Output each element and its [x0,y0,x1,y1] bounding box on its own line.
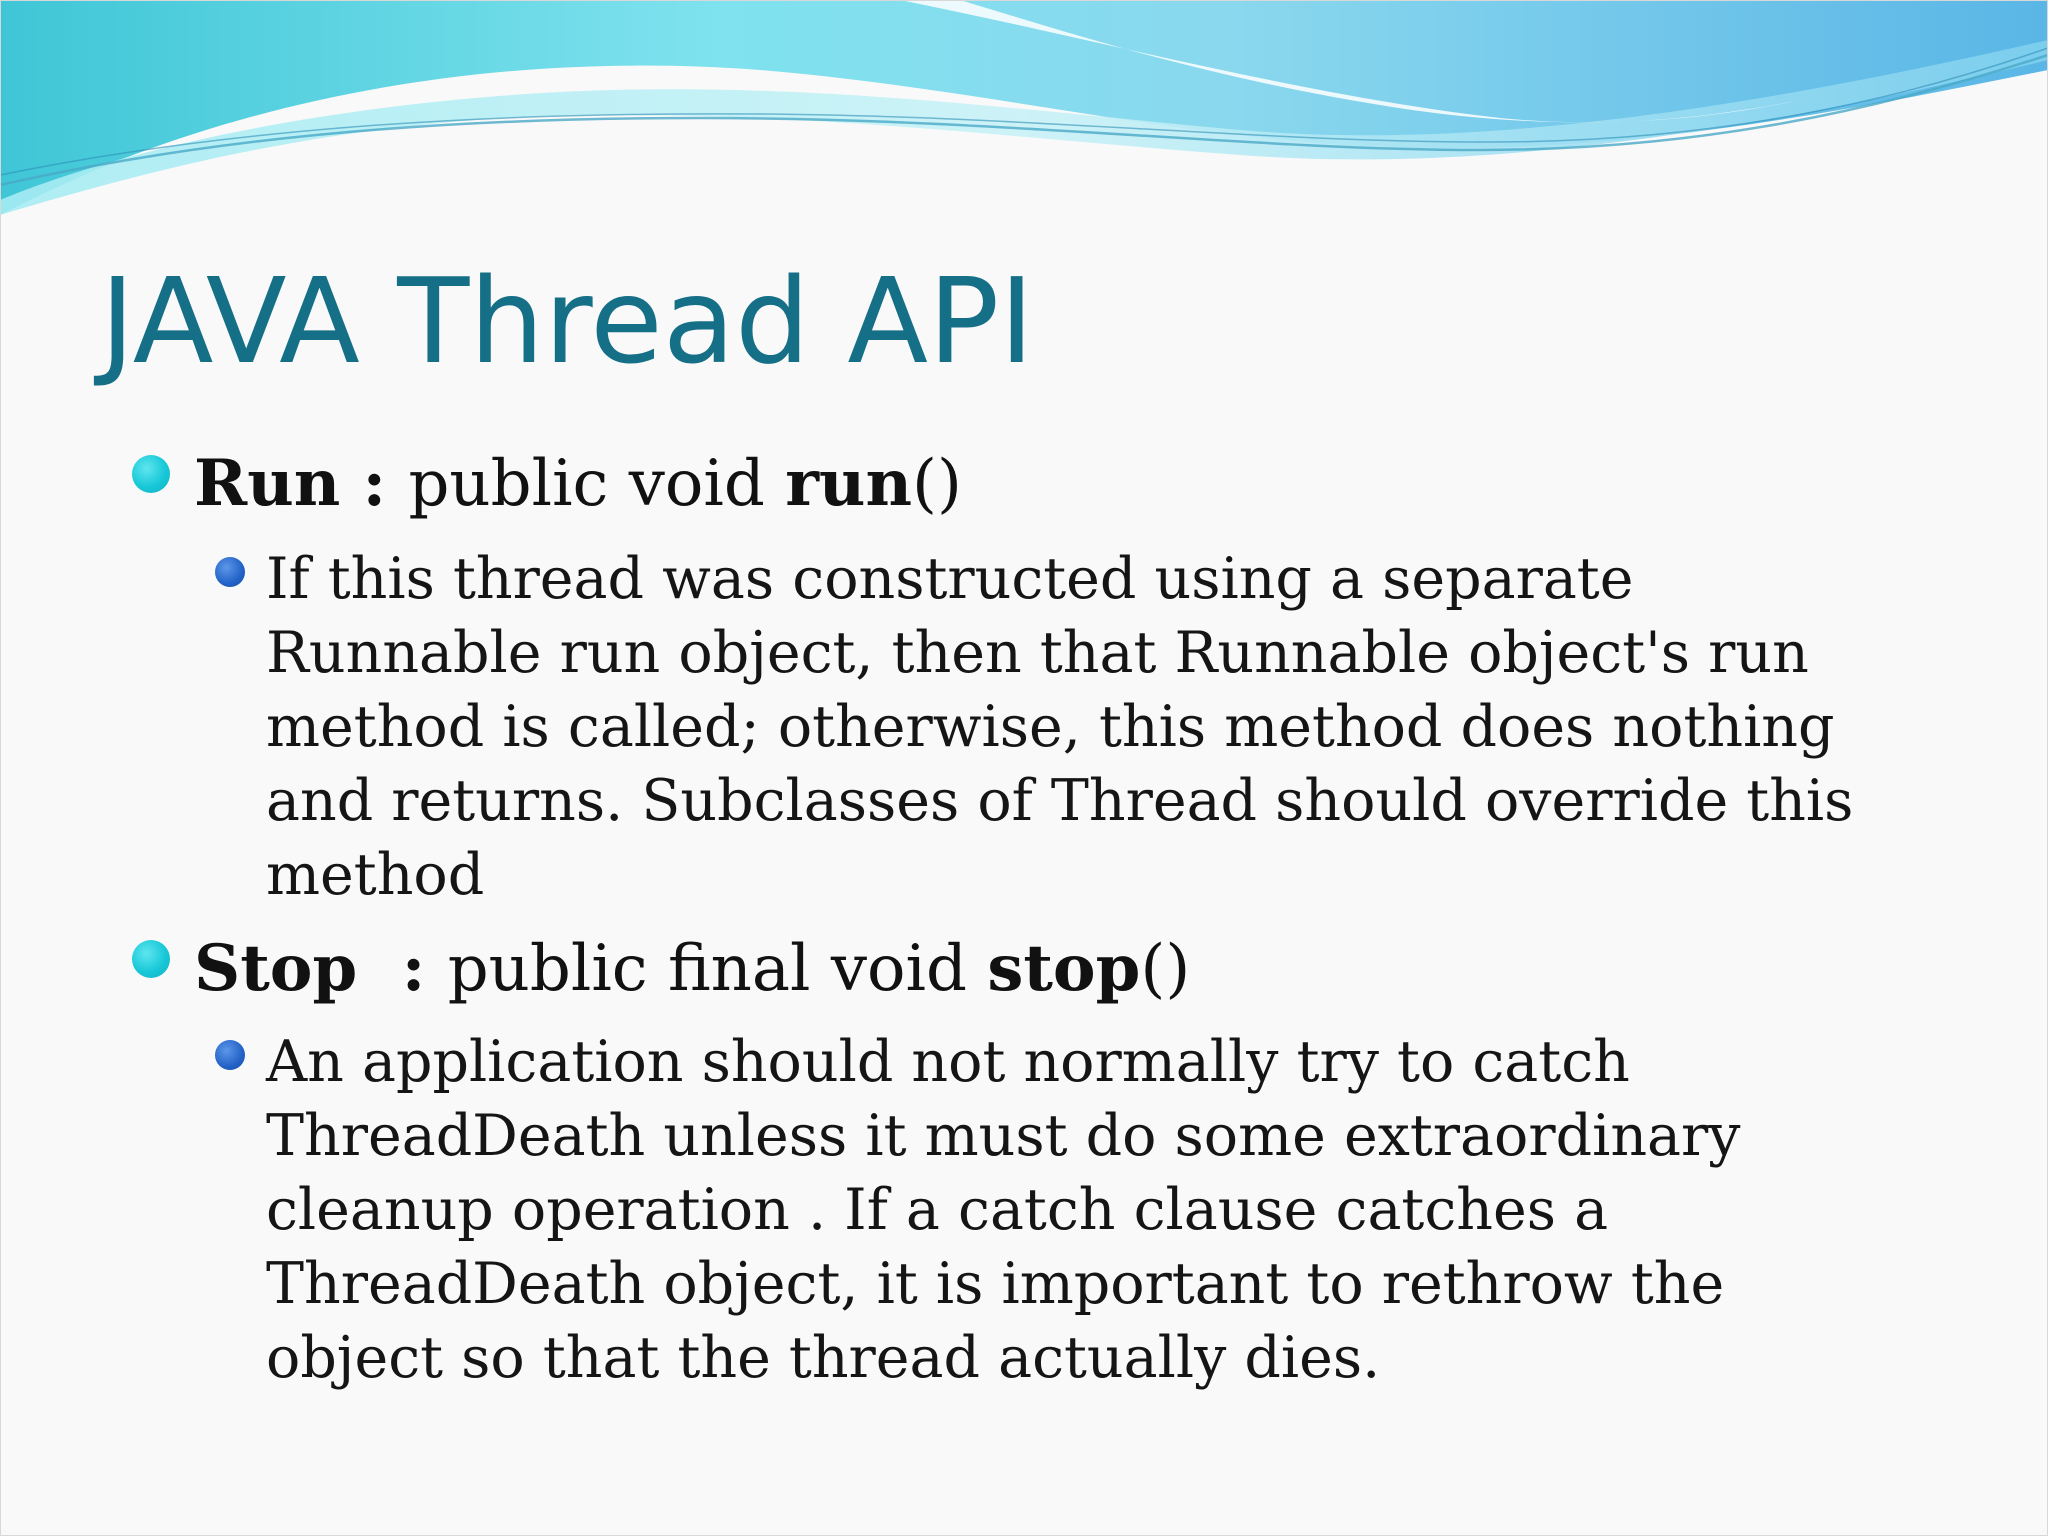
description-line: and returns. Subclasses of Thread should override this [266,768,1854,834]
bullet-level1-icon [132,455,170,493]
item-signature-prefix: public final void [447,932,988,1006]
description-line: ThreadDeath unless it must do some extraordinary [266,1103,1741,1169]
bullet-level2-icon [215,557,245,587]
item-signature-suffix: () [911,447,962,521]
item-method-name: run [785,446,912,521]
item-heading [194,931,1191,1006]
item-signature-prefix: public void [408,447,786,521]
item-heading [194,446,962,521]
description-line: method [266,842,485,908]
description-line: ThreadDeath object, it is important to rethrow the [266,1251,1725,1317]
item-name: Stop [194,931,358,1006]
item-description [266,542,2006,912]
item-name: Run [194,446,341,521]
item-method-name: stop [987,931,1141,1006]
bullet-level2-icon [215,1040,245,1070]
description-line: If this thread was constructed using a separate [266,546,1634,612]
item-separator: : [357,931,448,1006]
description-line: Runnable run object, then that Runnable object's run [266,620,1809,686]
description-line: An application should not normally try to catch [266,1029,1630,1095]
item-signature-suffix: () [1140,932,1191,1006]
bullet-level1-icon [132,940,170,978]
description-line: method is called; otherwise, this method does nothing [266,694,1835,760]
description-line: cleanup operation . If a catch clause catches a [266,1177,1609,1243]
description-line: object so that the thread actually dies. [266,1325,1381,1391]
item-separator: : [340,446,409,521]
slide-title: JAVA Thread API [100,252,1035,390]
header-wave-decoration [0,0,2048,240]
item-description [266,1025,2006,1395]
